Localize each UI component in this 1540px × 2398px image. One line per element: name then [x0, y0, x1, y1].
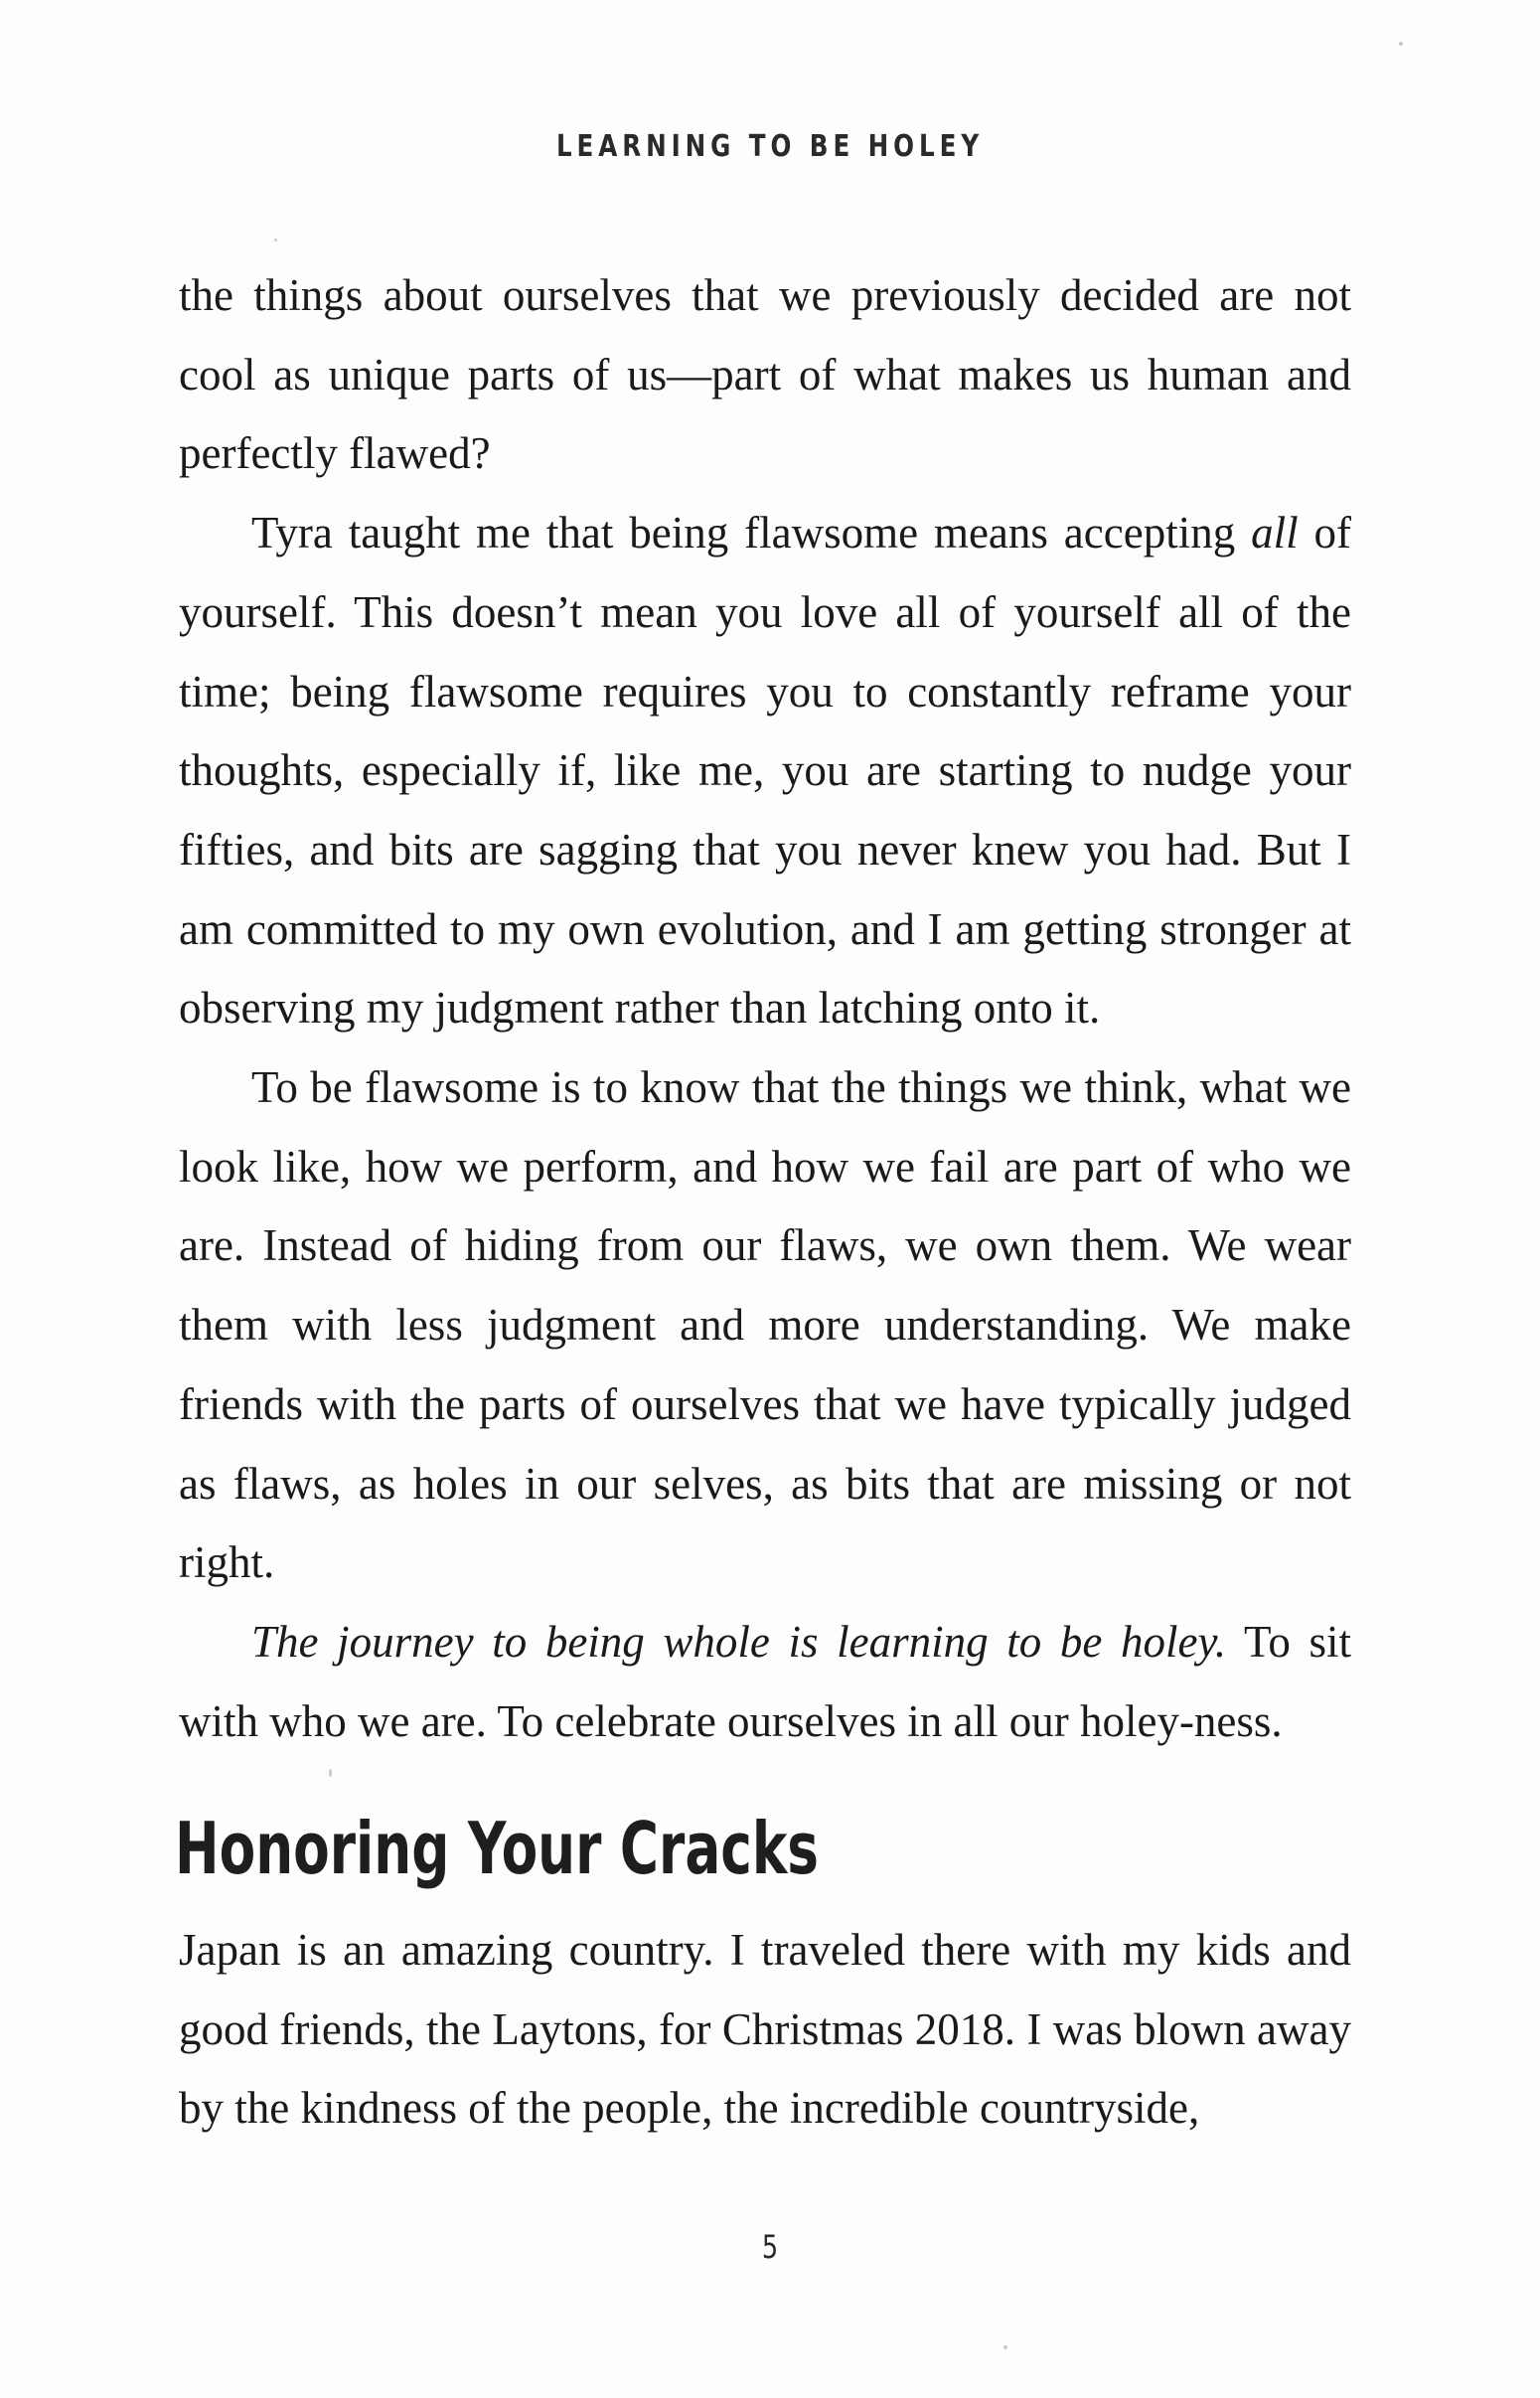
paragraph-2: [179, 494, 1351, 1048]
section-text: [179, 1911, 1351, 2149]
running-head: LEARNING TO BE HOLEY: [555, 129, 985, 164]
text-segment: Tyra taught me that being flawsome means accepting: [251, 508, 1252, 559]
paragraph-3: [179, 1048, 1351, 1603]
scan-speck: [274, 239, 277, 241]
text-segment: the things about ourselves that we previously decided are not cool as unique parts of us—part of what makes us human and perfectly flawed?: [179, 270, 1351, 479]
scan-speck: [1003, 2345, 1007, 2349]
paragraph-1: [179, 256, 1351, 494]
text-segment: To sit with who we are. To celebrate ourselves in all our holey-ness.: [179, 1616, 1351, 1746]
text-segment: of yourself. This doesn’t mean you love all of yourself all of the time; being flawsome requires you to constantly reframe your thoughts, especially if, like me, you are starting to nudge your fifties, and bits are sagging that you never knew you had. But I am committed to my own evolution, and I am getting stronger at observing my judgment rather than latching onto it.: [179, 508, 1351, 1034]
italic-segment: all: [1251, 508, 1299, 559]
paragraph-4: [179, 1603, 1351, 1761]
section-heading: Honoring Your Cracks: [175, 1807, 819, 1890]
scan-speck: [329, 1769, 332, 1777]
section-paragraph: Japan is an amazing country. I traveled there with my kids and good friends, the Laytons, for Christmas 2018. I was blown away by the kindness of the people, the incredible countryside,: [179, 1925, 1351, 2134]
italic-segment: The journey to being whole is learning to be holey.: [251, 1616, 1227, 1667]
text-segment: To be flawsome is to know that the things we think, what we look like, how we perform, and how we fail are part of who we are. Instead of hiding from our flaws, we own them. We wear them with less judgment and more understanding. We make friends with the parts of ourselves that we have typically judged as flaws, as holes in our selves, as bits that are missing or not right.: [179, 1062, 1351, 1588]
body-text: [179, 256, 1351, 1761]
page-number: 5: [761, 2228, 779, 2266]
scan-speck: [1399, 42, 1403, 46]
